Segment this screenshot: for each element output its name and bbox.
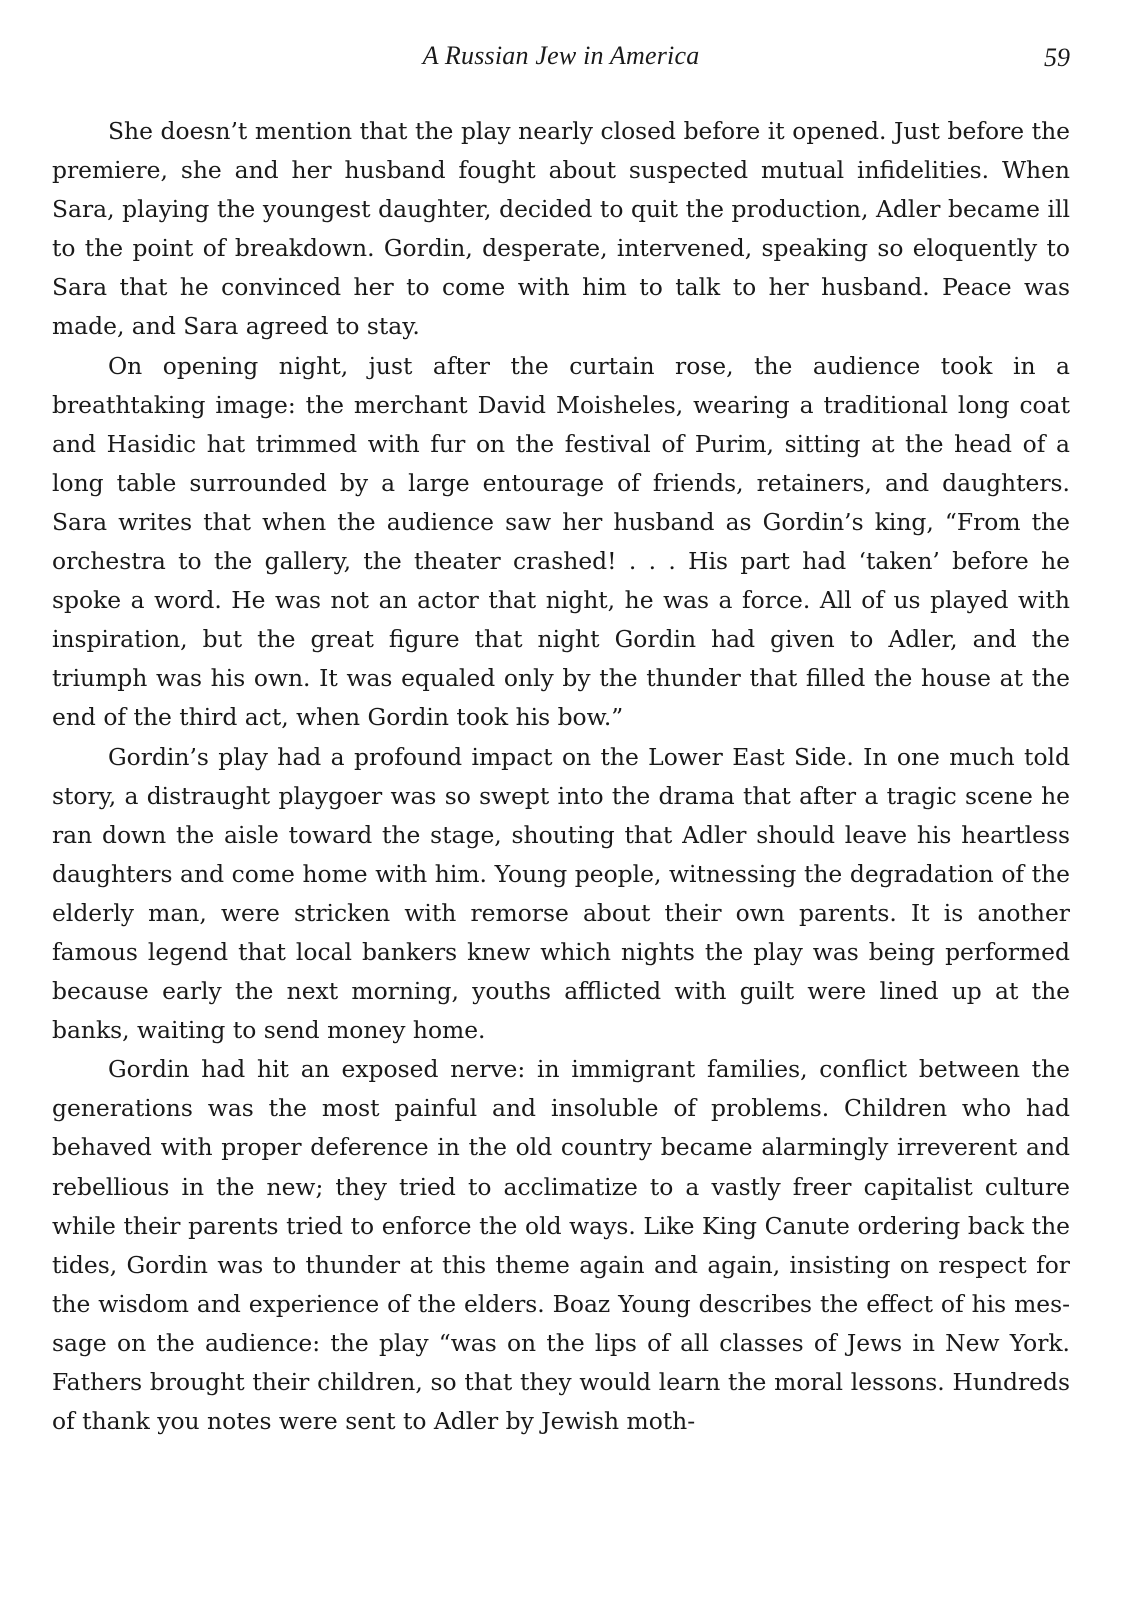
book-page: [52, 0, 1070, 1600]
body-text: [52, 112, 1070, 1441]
running-head: [52, 38, 1070, 74]
paragraph-4: Gordin had hit an exposed nerve: in immigrant families, conflict between the generations was the most painful and insoluble of problems. Children who had behaved with proper deference in the old country became alarmingly irreverent and rebellious in the new; they tried to acclimatize to a vastly freer capitalist culture while their parents tried to enforce the old ways. Like King Canute ordering back the tides, Gordin was to thunder at this theme again and again, insisting on respect for the wisdom and experience of the elders. Boaz Young describes the effect of his message on the audience: the play “was on the lips of all classes of Jews in New York. Fathers brought their children, so that they would learn the moral lessons. Hundreds of thank you notes were sent to Adler by Jewish moth-: [52, 1055, 1070, 1436]
paragraph-1: She doesn’t mention that the play nearly closed before it opened. Just before the premiere, she and her husband fought about suspected mutual infidelities. When Sara, playing the youngest daughter, decided to quit the production, Adler became ill to the point of breakdown. Gordin, desperate, intervened, speaking so eloquently to Sara that he convinced her to come with him to talk to her husband. Peace was made, and Sara agreed to stay.: [52, 117, 1070, 341]
running-title: A Russian Jew in America: [422, 41, 700, 70]
paragraph-3: Gordin’s play had a profound impact on the Lower East Side. In one much told story, a distraught playgoer was so swept into the drama that after a tragic scene he ran down the aisle toward the stage, shouting that Adler should leave his heartless daughters and come home with him. Young people, witnessing the degradation of the elderly man, were stricken with remorse about their own parents. It is another famous legend that local bankers knew which nights the play was being performed because early the next morning, youths afflicted with guilt were lined up at the banks, waiting to send money home.: [52, 742, 1070, 1045]
paragraph-2: On opening night, just after the curtain rose, the audience took in a breathtaking image: the merchant David Moisheles, wearing a traditional long coat and Hasidic hat trimmed with fur on the festival of Purim, sitting at the head of a long table surrounded by a large entourage of friends, retainers, and daughters. Sara writes that when the audience saw her husband as Gordin’s king, “From the orchestra to the gallery, the theater crashed! . . . His part had ‘taken’ before he spoke a word. He was not an actor that night, he was a force. All of us played with inspiration, but the great figure that night Gordin had given to Adler, and the triumph was his own. It was equaled only by the thunder that filled the house at the end of the third act, when Gordin took his bow.”: [52, 351, 1070, 732]
page-number: 59: [1044, 43, 1070, 72]
